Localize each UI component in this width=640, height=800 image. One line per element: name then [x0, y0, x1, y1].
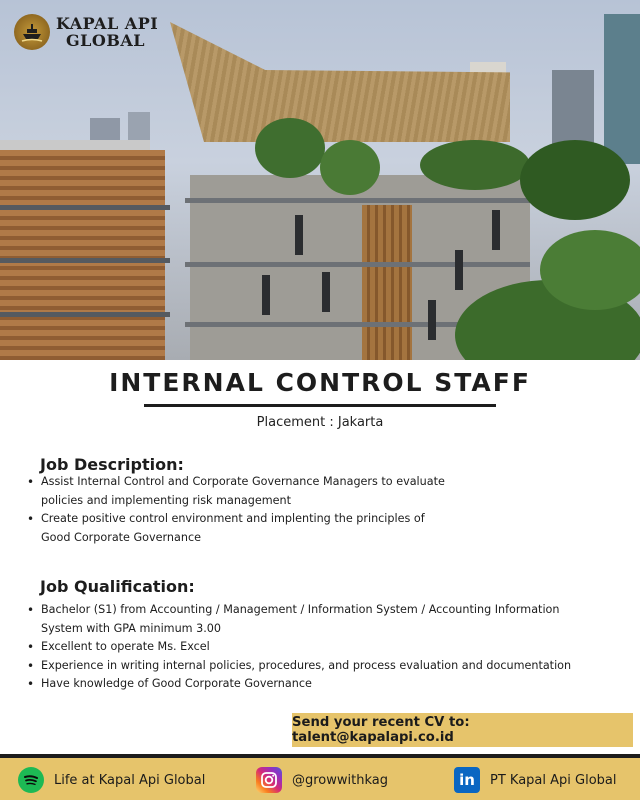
title-underline [144, 404, 496, 407]
list-item-line: System with GPA minimum 3.00 [41, 621, 222, 635]
instagram-link[interactable] [256, 767, 388, 793]
list-item-line: Assist Internal Control and Corporate Governance Managers to evaluate [41, 475, 445, 488]
list-item-line: Create positive control environment and implenting the principles of [41, 512, 425, 525]
list-item [27, 601, 627, 638]
building-photo [0, 0, 640, 360]
job-title: INTERNAL CONTROL STAFF [109, 368, 531, 397]
linkedin-label: PT Kapal Api Global [490, 772, 617, 788]
instagram-icon [256, 767, 282, 793]
list-item [27, 675, 627, 694]
job-qualification-list [27, 601, 627, 694]
send-cv-text: Send your recent CV to: talent@kapalapi.co.id [292, 715, 470, 745]
job-qualification-heading: Job Qualification: [40, 577, 195, 596]
spotify-label: Life at Kapal Api Global [54, 772, 206, 788]
job-description-list [27, 473, 587, 547]
list-item-line: Excellent to operate Ms. Excel [41, 640, 210, 653]
linkedin-icon: in [454, 767, 480, 793]
send-cv-banner[interactable] [292, 713, 633, 747]
list-item [27, 473, 587, 510]
ship-logo-icon [14, 14, 50, 50]
placement-label: Placement : Jakarta [256, 415, 384, 430]
job-description-heading: Job Description: [40, 455, 184, 474]
list-item-line: Have knowledge of Good Corporate Governance [41, 677, 312, 690]
list-item-line: Good Corporate Governance [41, 530, 201, 544]
list-item [27, 638, 627, 657]
brand-name-line1: KAPAL API [56, 14, 159, 33]
list-item-line: policies and implementing risk management [41, 493, 292, 507]
brand-name-line2: GLOBAL [66, 31, 146, 50]
spotify-icon [18, 767, 44, 793]
social-footer [0, 754, 640, 800]
kapal-api-logo [14, 14, 158, 50]
list-item-line: Experience in writing internal policies, procedures, and process evaluation and documentation [41, 658, 572, 672]
spotify-link[interactable] [18, 767, 205, 793]
list-item-line: Bachelor (S1) from Accounting / Management / Information System / Accounting Information [41, 603, 560, 616]
list-item [27, 510, 587, 547]
instagram-label: @growwithkag [292, 772, 388, 788]
linkedin-link[interactable] [454, 767, 617, 793]
list-item [27, 657, 627, 676]
